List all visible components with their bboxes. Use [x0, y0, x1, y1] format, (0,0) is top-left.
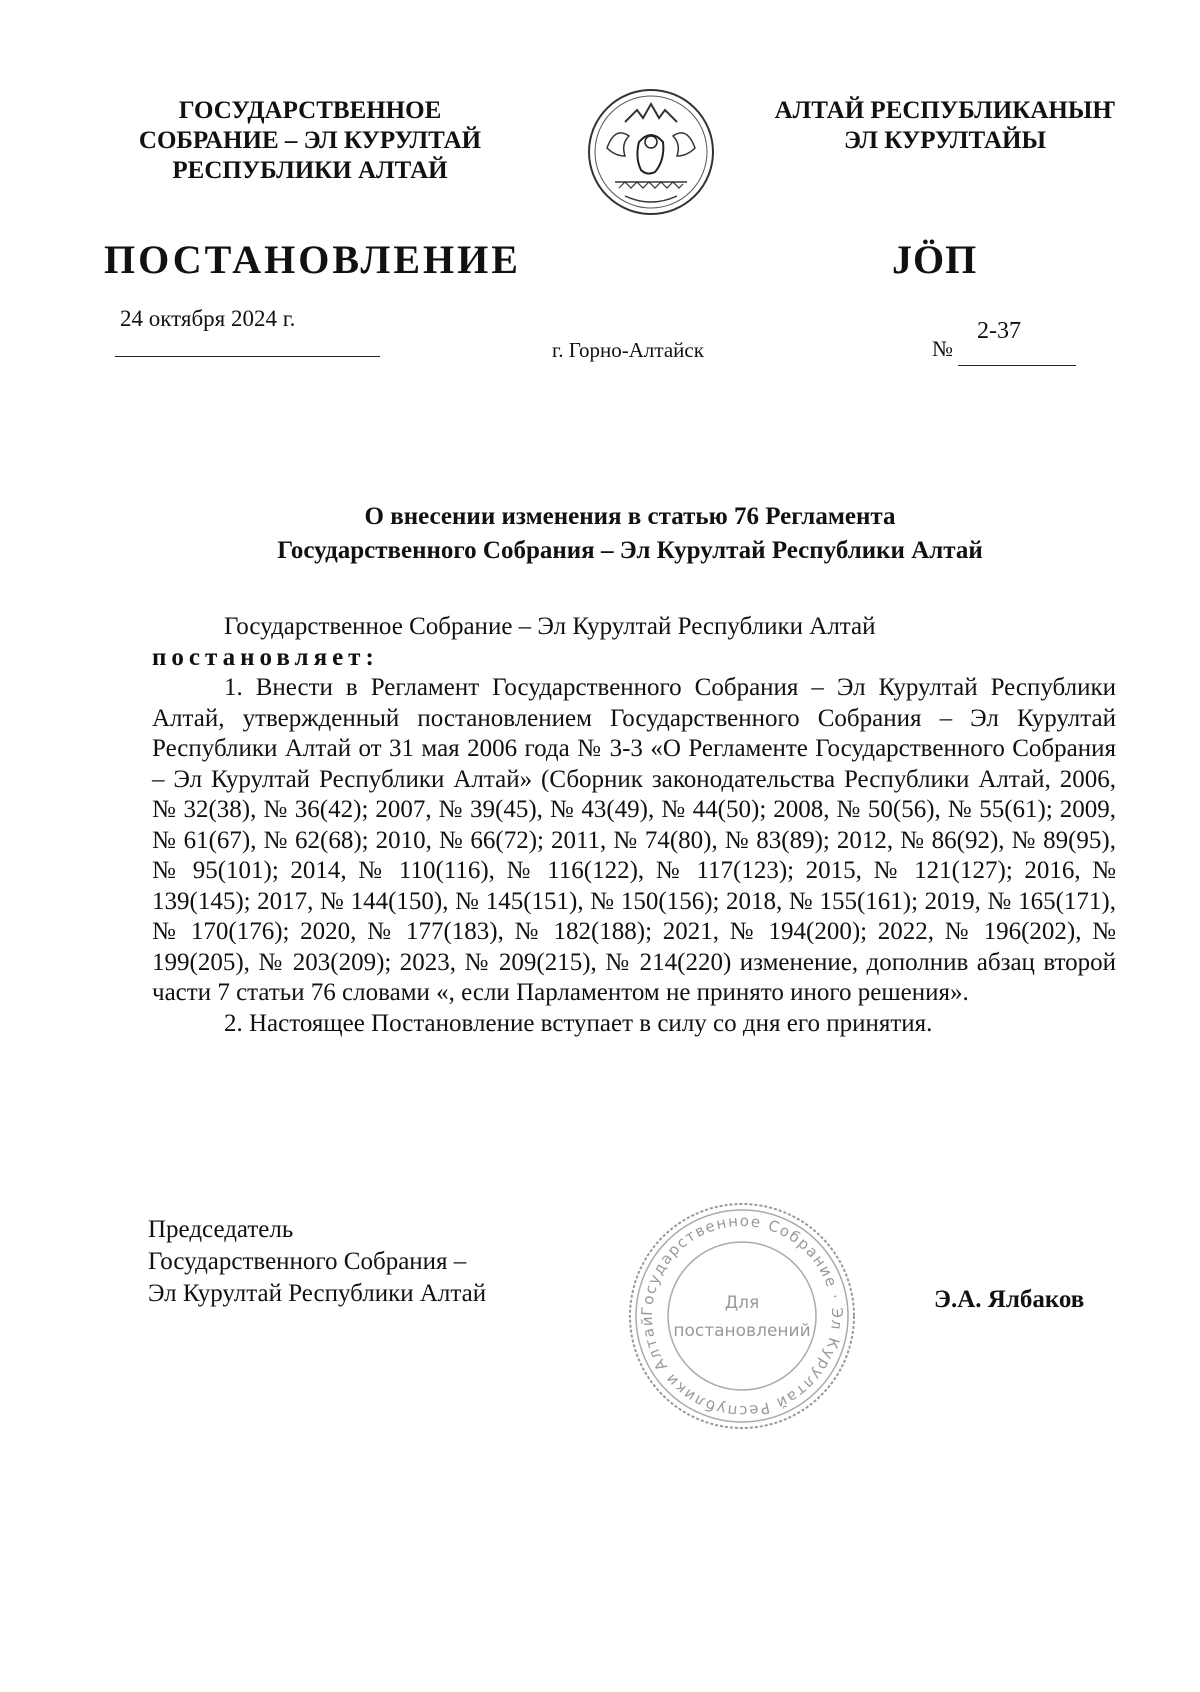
- coat-of-arms-icon: [585, 86, 717, 218]
- official-stamp: [626, 1200, 858, 1432]
- document-type-altai: JÖП: [892, 237, 978, 282]
- stamp-center-line: Для: [724, 1293, 760, 1313]
- signer-position-line: Эл Курултай Республики Алтай: [148, 1280, 487, 1307]
- signer-position-line: Председатель: [148, 1216, 294, 1243]
- stamp-center-line: постановлений: [673, 1321, 811, 1341]
- signer-name: Э.А. Ялбаков: [934, 1286, 1085, 1313]
- document-heading: [150, 500, 1110, 568]
- document-number: 2-37: [977, 318, 1021, 344]
- issuer-name-russian: [100, 96, 520, 186]
- heading-line: Государственного Собрания – Эл Курултай Республики Алтай: [277, 537, 983, 564]
- issuer-line: АЛТАЙ РЕСПУБЛИКАНЫҤ: [774, 97, 1116, 124]
- issuer-line: ГОСУДАРСТВЕННОЕ: [178, 97, 442, 124]
- issuer-name-altai: [745, 96, 1145, 156]
- document-city: г. Горно-Алтайск: [552, 338, 704, 362]
- stamp-ring-text: Государственное Собрание · Эл Курултай Республики Алтай: [637, 1211, 847, 1421]
- decree-word: постановляет:: [152, 643, 379, 671]
- signer-position-line: Государственного Собрания –: [148, 1248, 467, 1275]
- intro-paragraph: Государственное Собрание – Эл Курултай Республики Алтай: [224, 613, 876, 640]
- document-type-russian: ПОСТАНОВЛЕНИЕ: [104, 237, 521, 282]
- heading-line: О внесении изменения в статью 76 Регламента: [364, 503, 896, 530]
- item-2-paragraph: 2. Настоящее Постановление вступает в силу со дня его принятия.: [224, 1009, 933, 1037]
- item-1-paragraph: 1. Внести в Регламент Государственного Собрания – Эл Курултай Республики Алтай, утвержденный постановлением Государственного Собрания – Эл Курултай Республики Алтай от 31 мая 2006 года № 3-3 «О Регламенте Государственного Собрания – Эл Курултай Республики Алтай» (Сборник законодательства Республики Алтай, 2006, № 32(38), № 36(42); 2007, № 39(45), № 43(49), № 44(50); 2008, № 50(56), № 55(61); 2009, № 61(67), № 62(68); 2010, № 66(72); 2011, № 74(80), № 83(89); 2012, № 86(92), № 89(95), № 95(101); 2014, № 110(116), № 116(122), № 117(123); 2015, № 121(127); 2016, № 139(145); 2017, № 144(150), № 145(151), № 150(156); 2018, № 155(161); 2019, № 165(171), № 170(176); 2020, № 177(183), № 182(188); 2021, № 194(200); 2022, № 196(202), № 199(205), № 203(209); 2023, № 209(215), № 214(220) изменение, дополнив абзац второй части 7 статьи 76 словами «, если Парламентом не принято иного решения».: [152, 674, 1116, 1006]
- date-underline: [115, 356, 380, 357]
- document-body: [152, 612, 1116, 1039]
- issuer-line: ЭЛ КУРУЛТАЙЫ: [843, 127, 1047, 154]
- issuer-line: СОБРАНИЕ – ЭЛ КУРУЛТАЙ: [138, 127, 482, 154]
- number-sign: №: [932, 336, 953, 361]
- signer-position: [148, 1214, 486, 1310]
- svg-text:Государственное Собрание · Эл: [638, 1212, 846, 1420]
- document-date: 24 октября 2024 г.: [120, 306, 296, 331]
- number-underline: [958, 365, 1076, 366]
- issuer-line: РЕСПУБЛИКИ АЛТАЙ: [172, 157, 448, 184]
